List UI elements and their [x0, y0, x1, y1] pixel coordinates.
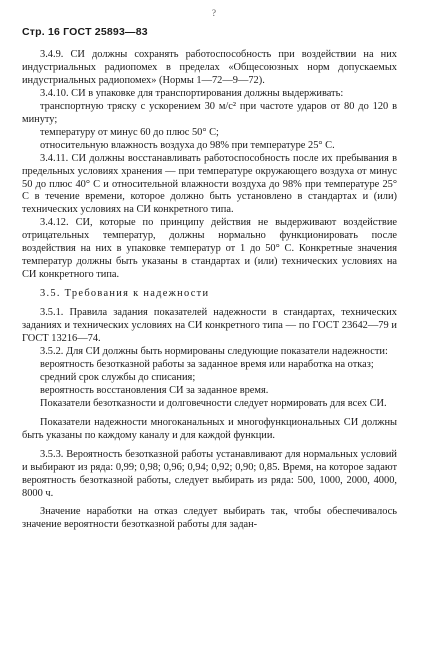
list-item: средний срок службы до списания;	[40, 371, 196, 383]
paragraph-3-5-1: 3.5.1. Правила задания показателей надежности в стандартах, технических заданиях и технических условиях на СИ конкретного типа — по ГОСТ 23642—79 и ГОСТ 13216—74.	[22, 307, 397, 345]
paragraph-3-4-10: 3.4.10. СИ в упаковке для транспортирования должны выдерживать:	[40, 87, 344, 99]
list-item: относительную влажность воздуха до 98% при температуре 25° С.	[40, 139, 335, 151]
paragraph-3-4-11: 3.4.11. СИ должны восстанавливать работоспособность после их пребывания в предельных условиях хранения — при температуре окружающего воздуха от минус 50 до плюс 40° С и относительной влажности воздуха до 98% при температуре 25° С в течение времени, которое должно быть установлено в стандартах и (или) технических условиях на СИ конкретного типа.	[22, 152, 397, 216]
paragraph-3-5-2: 3.5.2. Для СИ должны быть нормированы следующие показатели надежности:	[40, 345, 388, 357]
list-item: вероятность безотказной работы за заданное время или наработка на отказ;	[40, 358, 374, 370]
paragraph-3-4-9: 3.4.9. СИ должны сохранять работоспособность при воздействии на них индустриальных радиопомех в пределах «Общесоюзных норм допускаемых индустриальных радиопомех» (Нормы 1—72—9—72).	[22, 49, 397, 86]
page-mark: ?	[212, 8, 216, 18]
list-item: вероятность восстановления СИ за заданное время.	[40, 384, 269, 396]
section-heading-3-5: 3.5. Требования к надежности	[40, 288, 210, 300]
paragraph-3-5-3: 3.5.3. Вероятность безотказной работы устанавливают для нормальных условий и выбирают из ряда: 0,99; 0,98; 0,96; 0,94; 0,92; 0,90; 0,85. Время, на которое задают вероятность безотказной работы, следует выбирать из ряда: 500, 1000, 2000, 4000, 8000 ч.	[22, 448, 397, 499]
paragraph-mtbf: Значение наработки на отказ следует выбирать так, чтобы обеспечивалось значение вероятности безотказной работы для задан-	[22, 506, 397, 531]
page-header: Стр. 16 ГОСТ 25893—83	[22, 26, 148, 38]
paragraph-reliability-norms: Показатели безотказности и долговечности следует нормировать для всех СИ.	[40, 397, 387, 409]
page-body	[22, 49, 397, 532]
paragraph-multichannel: Показатели надежности многоканальных и многофункциональных СИ должны быть указаны по каждому каналу и для каждой функции.	[22, 416, 397, 441]
list-item: транспортную тряску с ускорением 30 м/с² при частоте ударов от 80 до 120 в минуту;	[22, 100, 397, 125]
list-item: температуру от минус 60 до плюс 50° С;	[40, 126, 219, 138]
paragraph-3-4-12: 3.4.12. СИ, которые по принципу действия не выдерживают воздействие отрицательных температур, должны нормально функционировать после воздействия на них в упаковке температур от 1 до 50° С. Конкретные значения температур должны быть указаны в стандартах и (или) технических условиях на СИ конкретного типа.	[22, 217, 397, 281]
